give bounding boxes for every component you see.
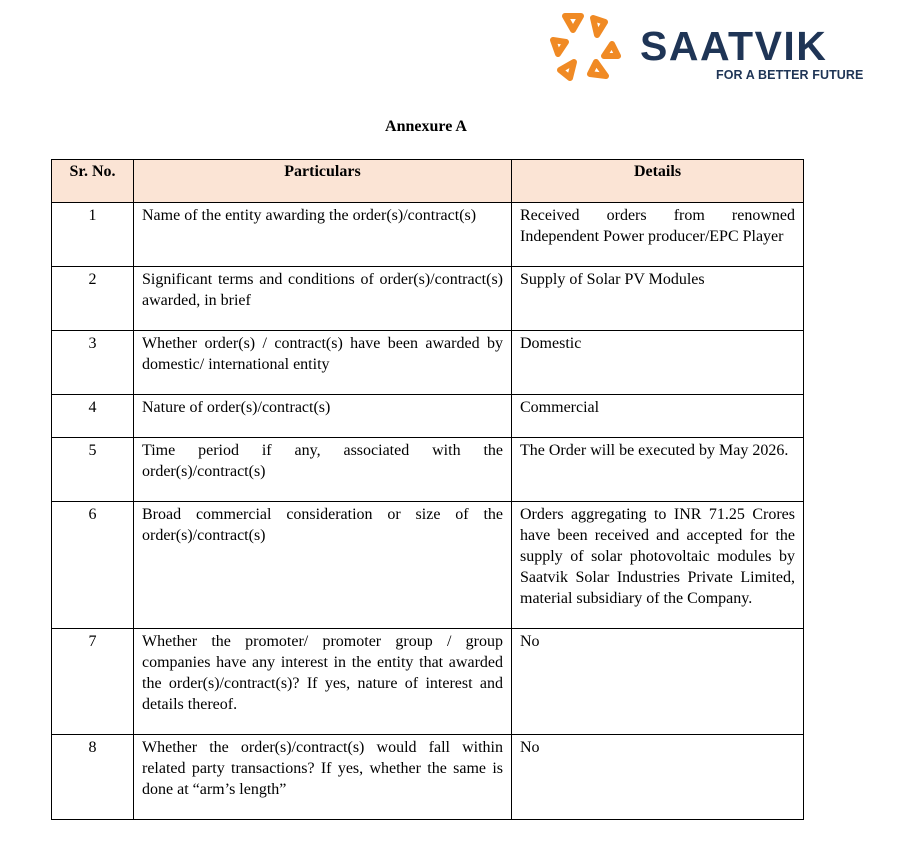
company-logo xyxy=(548,10,868,88)
row-sr-no: 6 xyxy=(52,502,134,629)
brand-tagline: FOR A BETTER FUTURE xyxy=(716,68,864,82)
table-row xyxy=(52,395,804,438)
table-row xyxy=(52,267,804,331)
row-sr-no: 2 xyxy=(52,267,134,331)
column-header-details: Details xyxy=(512,160,804,203)
annexure-table xyxy=(51,159,804,820)
row-particular: Broad commercial consideration or size of the order(s)/contract(s) xyxy=(134,502,512,629)
saatvik-sun-logo-icon xyxy=(548,10,624,86)
row-sr-no: 4 xyxy=(52,395,134,438)
table-row xyxy=(52,735,804,820)
row-detail: No xyxy=(512,629,804,735)
row-sr-no: 5 xyxy=(52,438,134,502)
row-particular: Whether the order(s)/contract(s) would fall within related party transactions? If yes, whether the same is done at “arm’s length” xyxy=(134,735,512,820)
row-detail: Orders aggregating to INR 71.25 Crores have been received and accepted for the supply of solar photovoltaic modules by Saatvik Solar Industries Private Limited, material subsidiary of the Company. xyxy=(512,502,804,629)
row-particular: Whether the promoter/ promoter group / group companies have any interest in the entity that awarded the order(s)/contract(s)? If yes, nature of interest and details thereof. xyxy=(134,629,512,735)
row-detail: Received orders from renowned Independent Power producer/EPC Player xyxy=(512,203,804,267)
row-particular: Name of the entity awarding the order(s)/contract(s) xyxy=(134,203,512,267)
column-header-particulars: Particulars xyxy=(134,160,512,203)
row-sr-no: 1 xyxy=(52,203,134,267)
row-detail: Domestic xyxy=(512,331,804,395)
table-row xyxy=(52,438,804,502)
annexure-title: Annexure A xyxy=(385,118,467,135)
row-sr-no: 3 xyxy=(52,331,134,395)
row-sr-no: 7 xyxy=(52,629,134,735)
row-particular: Time period if any, associated with the order(s)/contract(s) xyxy=(134,438,512,502)
row-detail: The Order will be executed by May 2026. xyxy=(512,438,804,502)
brand-name: SAATVIK xyxy=(640,23,828,69)
row-particular: Significant terms and conditions of order(s)/contract(s) awarded, in brief xyxy=(134,267,512,331)
table-row xyxy=(52,203,804,267)
row-sr-no: 8 xyxy=(52,735,134,820)
table-header-row xyxy=(52,160,804,203)
table-row xyxy=(52,629,804,735)
column-header-sr-no: Sr. No. xyxy=(52,160,134,203)
row-detail: Supply of Solar PV Modules xyxy=(512,267,804,331)
table-row xyxy=(52,331,804,395)
row-particular: Whether order(s) / contract(s) have been awarded by domestic/ international entity xyxy=(134,331,512,395)
row-detail: Commercial xyxy=(512,395,804,438)
table-row xyxy=(52,502,804,629)
row-detail: No xyxy=(512,735,804,820)
row-particular: Nature of order(s)/contract(s) xyxy=(134,395,512,438)
